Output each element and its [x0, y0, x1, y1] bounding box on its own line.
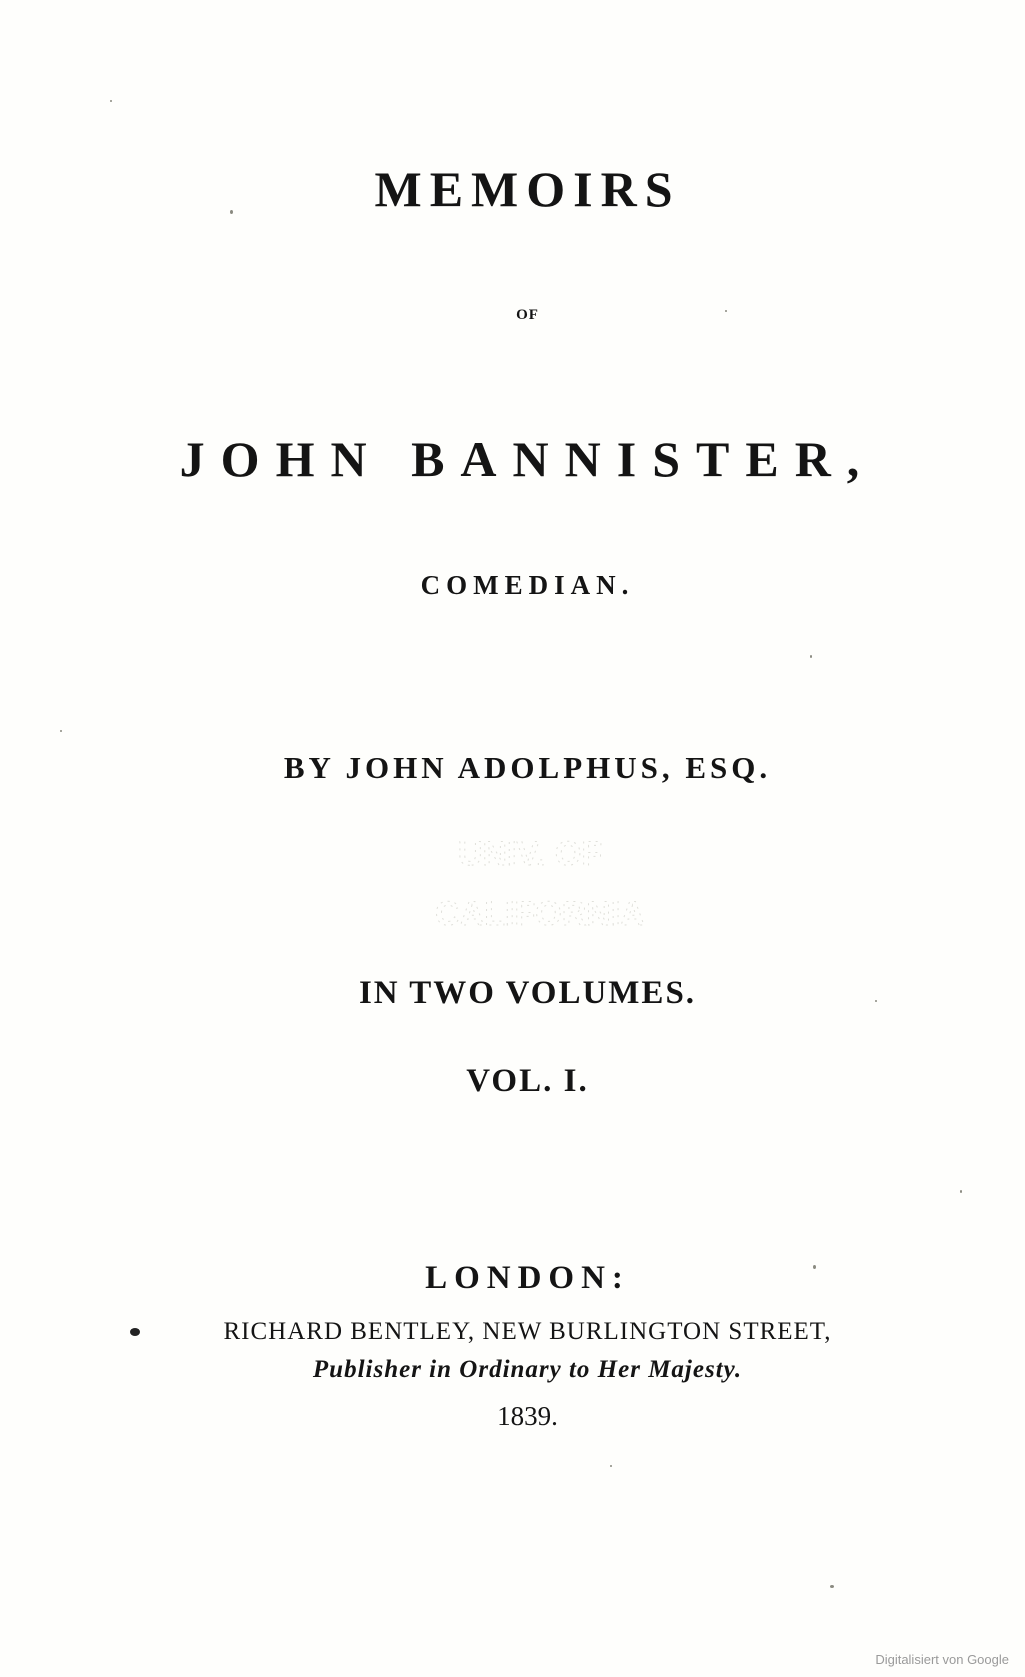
stamp-line-1: UNIV. OF	[457, 835, 603, 873]
paper-speck	[230, 210, 233, 214]
publisher-appointment: Publisher in Ordinary to Her Majesty.	[312, 1356, 743, 1383]
title-connector: OF	[516, 307, 539, 323]
subject-name: JOHN BANNISTER,	[179, 431, 876, 487]
author-line: BY JOHN ADOLPHUS, ESQ.	[283, 750, 772, 785]
book-title: MEMOIRS	[374, 161, 681, 217]
stamp-line-2: CALIFORNIA	[435, 895, 645, 933]
paper-speck	[60, 730, 62, 732]
paper-speck	[830, 1585, 834, 1588]
volume-count: IN TWO VOLUMES.	[358, 975, 697, 1011]
paper-speck	[810, 655, 812, 658]
paper-speck	[110, 100, 112, 102]
publication-year: 1839.	[497, 1401, 558, 1431]
publisher-name: RICHARD BENTLEY, NEW BURLINGTON STREET,	[223, 1318, 832, 1345]
volume-number: VOL. I.	[466, 1063, 589, 1099]
paper-speck	[130, 1328, 140, 1336]
subject-profession: COMEDIAN.	[420, 570, 635, 600]
blind-stamp	[390, 825, 720, 945]
paper-speck	[725, 310, 727, 312]
publication-city: LONDON:	[425, 1260, 630, 1296]
paper-speck	[960, 1190, 962, 1193]
paper-speck	[610, 1465, 612, 1467]
paper-speck	[875, 1000, 877, 1002]
digitization-watermark: Digitalisiert von Google	[875, 1652, 1009, 1667]
paper-speck	[813, 1265, 816, 1269]
